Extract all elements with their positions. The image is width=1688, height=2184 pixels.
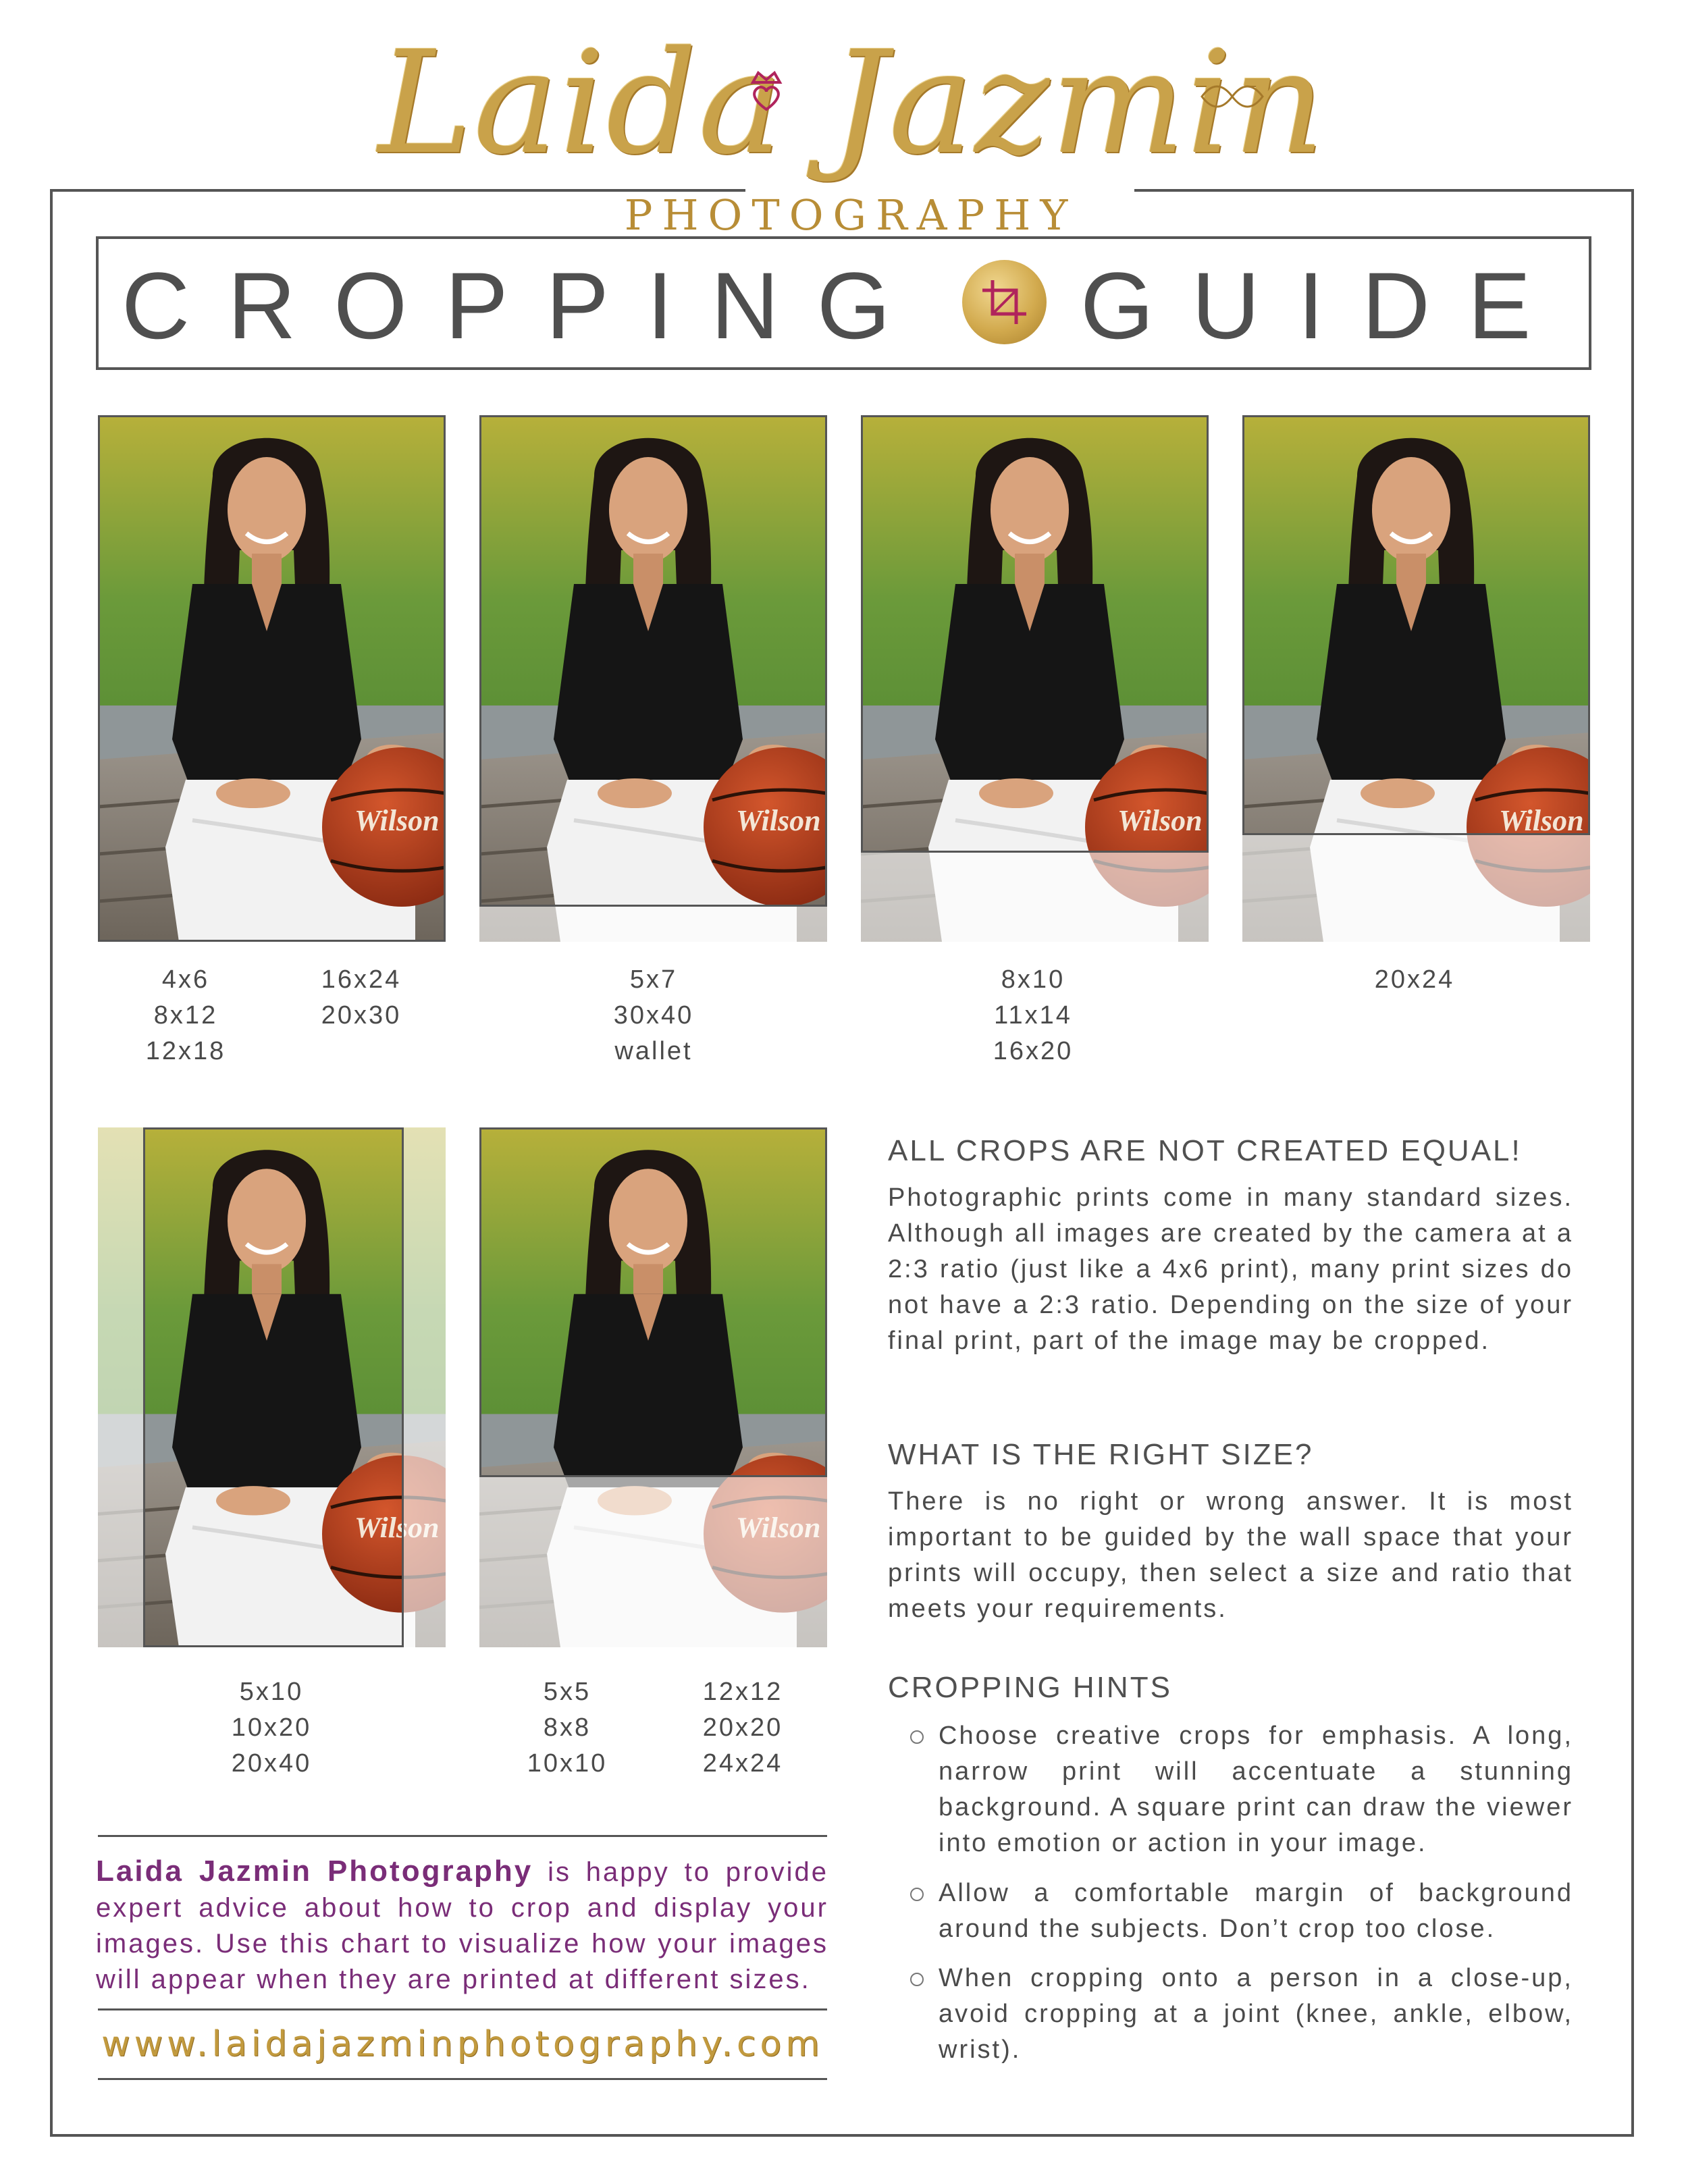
size-label: 11x14: [994, 1001, 1072, 1030]
size-label: 4x6: [161, 965, 210, 994]
divider: [98, 2078, 827, 2080]
size-label: 8x8: [543, 1713, 591, 1742]
size-label: 10x20: [231, 1713, 312, 1742]
size-label: 20x30: [321, 1001, 402, 1030]
crop-outline: [1242, 415, 1590, 835]
size-label: 20x40: [231, 1749, 312, 1778]
size-label: wallet: [614, 1037, 693, 1065]
photo-8x10: [861, 415, 1209, 942]
outer-frame: [743, 2134, 1141, 2137]
infinity-icon: [1195, 80, 1269, 113]
promo-text: [96, 1853, 828, 1998]
size-label: 20x20: [702, 1713, 783, 1742]
size-label: 16x20: [993, 1037, 1074, 1065]
divider: [98, 1835, 827, 1837]
cropped-area: [479, 905, 827, 942]
size-label: 24x24: [702, 1749, 783, 1778]
crop-outline: [143, 1127, 404, 1647]
size-label: 20x24: [1374, 965, 1455, 994]
promo-body: is happy to provide expert advice about how to crop and display your images. Use this chart to visualize how your images will appear when they are printed at different sizes.: [96, 1857, 828, 1994]
bullet-icon: [910, 1973, 924, 1986]
section-body: Photographic prints come in many standard sizes. Although all images are created by the camera at a 2:3 ratio (just like a 4x6 print), many print sizes do not have a 2:3 ratio. Depending on the size of your final print, part of the image may be cropped.: [888, 1183, 1573, 1355]
hint-item: Allow a comfortable margin of background around the subjects. Don’t crop too close.: [939, 1879, 1573, 1943]
logo-photography: PHOTOGRAPHY: [624, 190, 1078, 240]
photo-5x10: [98, 1127, 446, 1647]
size-label: 5x5: [543, 1678, 591, 1706]
size-label: 30x40: [613, 1001, 694, 1030]
section-heading: CROPPING HINTS: [888, 1671, 1172, 1704]
crown-icon: [746, 68, 787, 115]
cropped-area: [479, 1475, 827, 1647]
section-heading: ALL CROPS ARE NOT CREATED EQUAL!: [888, 1134, 1522, 1167]
size-label: 8x12: [153, 1001, 218, 1030]
crop-outline: [98, 415, 446, 942]
hint-item: Choose creative crops for emphasis. A long, narrow print will accentuate a stunning background. A square print can draw the viewer into emotion or action in your image.: [939, 1722, 1573, 1857]
divider: [98, 2008, 827, 2010]
section-body: There is no right or wrong answer. It is most important to be guided by the wall space that your prints will occupy, then select a size and ratio that meets your requirements.: [888, 1487, 1573, 1623]
cropped-area: [1242, 834, 1590, 942]
website-link[interactable]: www.laidajazminphotography.com: [101, 2024, 824, 2065]
size-label: 5x10: [239, 1678, 304, 1706]
photo-4x6: [98, 415, 446, 942]
crop-badge: [962, 260, 1047, 344]
photo-5x7: [479, 415, 827, 942]
title-guide: GUIDE: [1080, 252, 1569, 358]
hint-item: When cropping onto a person in a close-up, avoid cropping at a joint (knee, ankle, elbow, wrist).: [939, 1964, 1573, 2064]
title-cropping: CROPPING: [122, 252, 928, 358]
size-label: 10x10: [527, 1749, 608, 1778]
section-heading: WHAT IS THE RIGHT SIZE?: [888, 1438, 1314, 1471]
size-label: 5x7: [629, 965, 678, 994]
size-label: 8x10: [1001, 965, 1065, 994]
size-label: 16x24: [321, 965, 402, 994]
photo-20x24: [1242, 415, 1590, 942]
cropped-area: [404, 1127, 446, 1647]
promo-brand: Laida Jazmin Photography: [96, 1855, 533, 1888]
crop-outline: [479, 1127, 827, 1477]
bullet-icon: [910, 1730, 924, 1744]
crop-outline: [479, 415, 827, 907]
cropped-area: [98, 1127, 143, 1647]
logo-script: Laida Jazmin: [378, 20, 1326, 186]
crop-outline: [861, 415, 1209, 853]
size-label: 12x12: [702, 1678, 783, 1706]
photo-5x5: [479, 1127, 827, 1647]
crop-icon: [979, 277, 1030, 327]
size-label: 12x18: [145, 1037, 226, 1065]
bullet-icon: [910, 1888, 924, 1901]
cropped-area: [861, 851, 1209, 942]
